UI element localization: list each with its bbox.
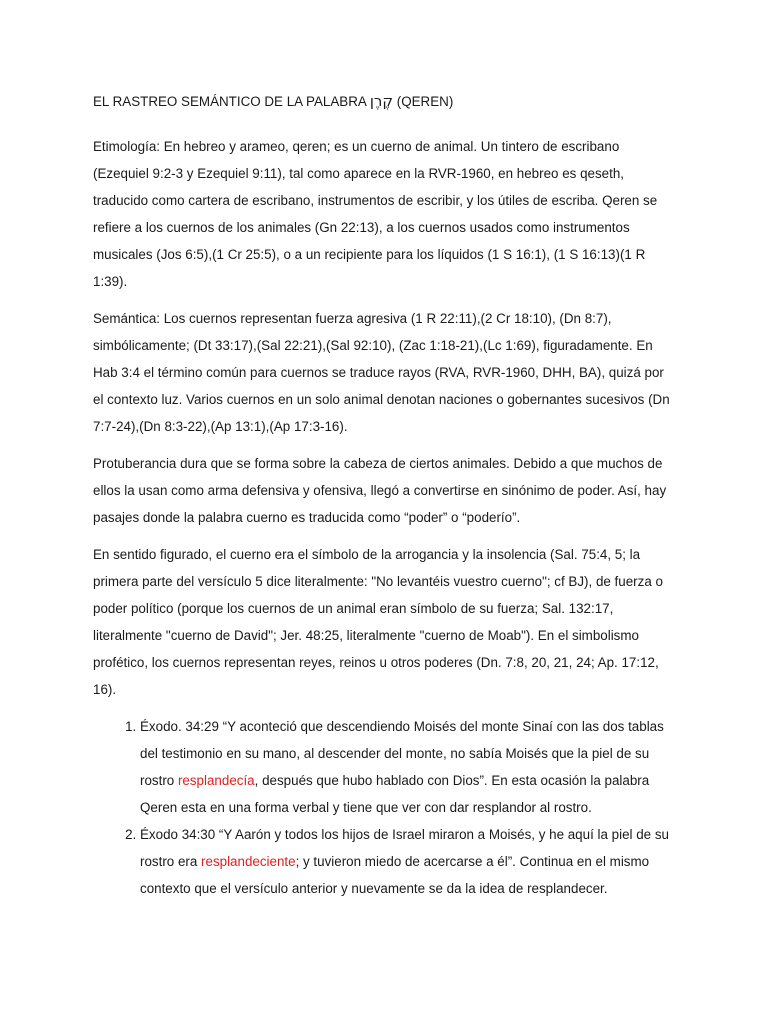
highlighted-word: resplandeciente [201,854,296,869]
paragraph-sentido-figurado: En sentido figurado, el cuerno era el símbolo de la arrogancia y la insolencia (Sal. 75:4, 5; la primera parte del versículo 5 dice literalmente: "No levantéis vuestro cuerno"; cf BJ), de fuerza o poder político (porque los cuernos de un animal eran símbolo de su fuerza; Sal. 132:17, literalmente "cuerno de David"; Jer. 48:25, literalmente "cuerno de Moab"). En el simbolismo profético, los cuernos representan reyes, reinos u otros poderes (Dn. 7:8, 20, 21, 24; Ap. 17:12, 16). [93,547,663,697]
list-item [140,821,676,902]
document-title [93,88,676,115]
paragraph-protuberancia: Protuberancia dura que se forma sobre la cabeza de ciertos animales. Debido a que muchos de ellos la usan como arma defensiva y ofensiva, llegó a convertirse en sinónimo de poder. Así, hay pasajes donde la palabra cuerno es traducida como “poder” o “poderío”. [93,456,667,525]
title-hebrew-word: קֶרֶן [369,92,394,110]
paragraph-semantica: Semántica: Los cuernos representan fuerza agresiva (1 R 22:11),(2 Cr 18:10), (Dn 8:7), simbólicamente; (Dt 33:17),(Sal 22:21),(Sal 92:10), (Zac 1:18-21),(Lc 1:69), figuradamente. En Hab 3:4 el término común para cuernos se traduce rayos (RVA, RVR-1960, DHH, BA), quizá por el contexto luz. Varios cuernos en un solo animal denotan naciones o gobernantes sucesivos (Dn 7:7-24),(Dn 8:3-22),(Ap 13:1),(Ap 17:3-16). [93,311,670,434]
highlighted-word: resplandecía [177,773,255,788]
numbered-list [93,713,676,902]
list-item-text: Éxodo. 34:29 “Y aconteció que descendiendo Moisés del monte Sinaí con las dos tablas del testimonio en su mano, al descender del monte, no sabía Moisés que la piel de su rostro [140,719,664,788]
list-item-text: , después que hubo hablado con Dios”. En esta ocasión la palabra Qeren esta en una forma verbal y tiene que ver con dar resplandor al rostro. [140,773,650,815]
title-prefix: EL RASTREO SEMÁNTICO DE LA PALABRA [93,94,370,109]
list-item-text: Éxodo 34:30 “Y Aarón y todos los hijos de Israel miraron a Moisés, y he aquí la piel de su rostro era [140,827,669,869]
list-item [140,713,676,821]
title-suffix: (QEREN) [393,94,454,109]
paragraph-etimologia: Etimología: En hebreo y arameo, qeren; es un cuerno de animal. Un tintero de escribano (Ezequiel 9:2-3 y Ezequiel 9:11), tal como aparece en la RVR-1960, en hebreo es qeseth, traducido como cartera de escribano, instrumentos de escribir, y los útiles de escriba. Qeren se refiere a los cuernos de los animales (Gn 22:13), a los cuernos usados como instrumentos musicales (Jos 6:5),(1 Cr 25:5), o a un recipiente para los líquidos (1 S 16:1), (1 S 16:13)(1 R 1:39). [93,139,658,289]
list-item-text: ; y tuvieron miedo de acercarse a él”. Continua en el mismo contexto que el versículo anterior y nuevamente se da la idea de resplandecer. [140,854,650,896]
